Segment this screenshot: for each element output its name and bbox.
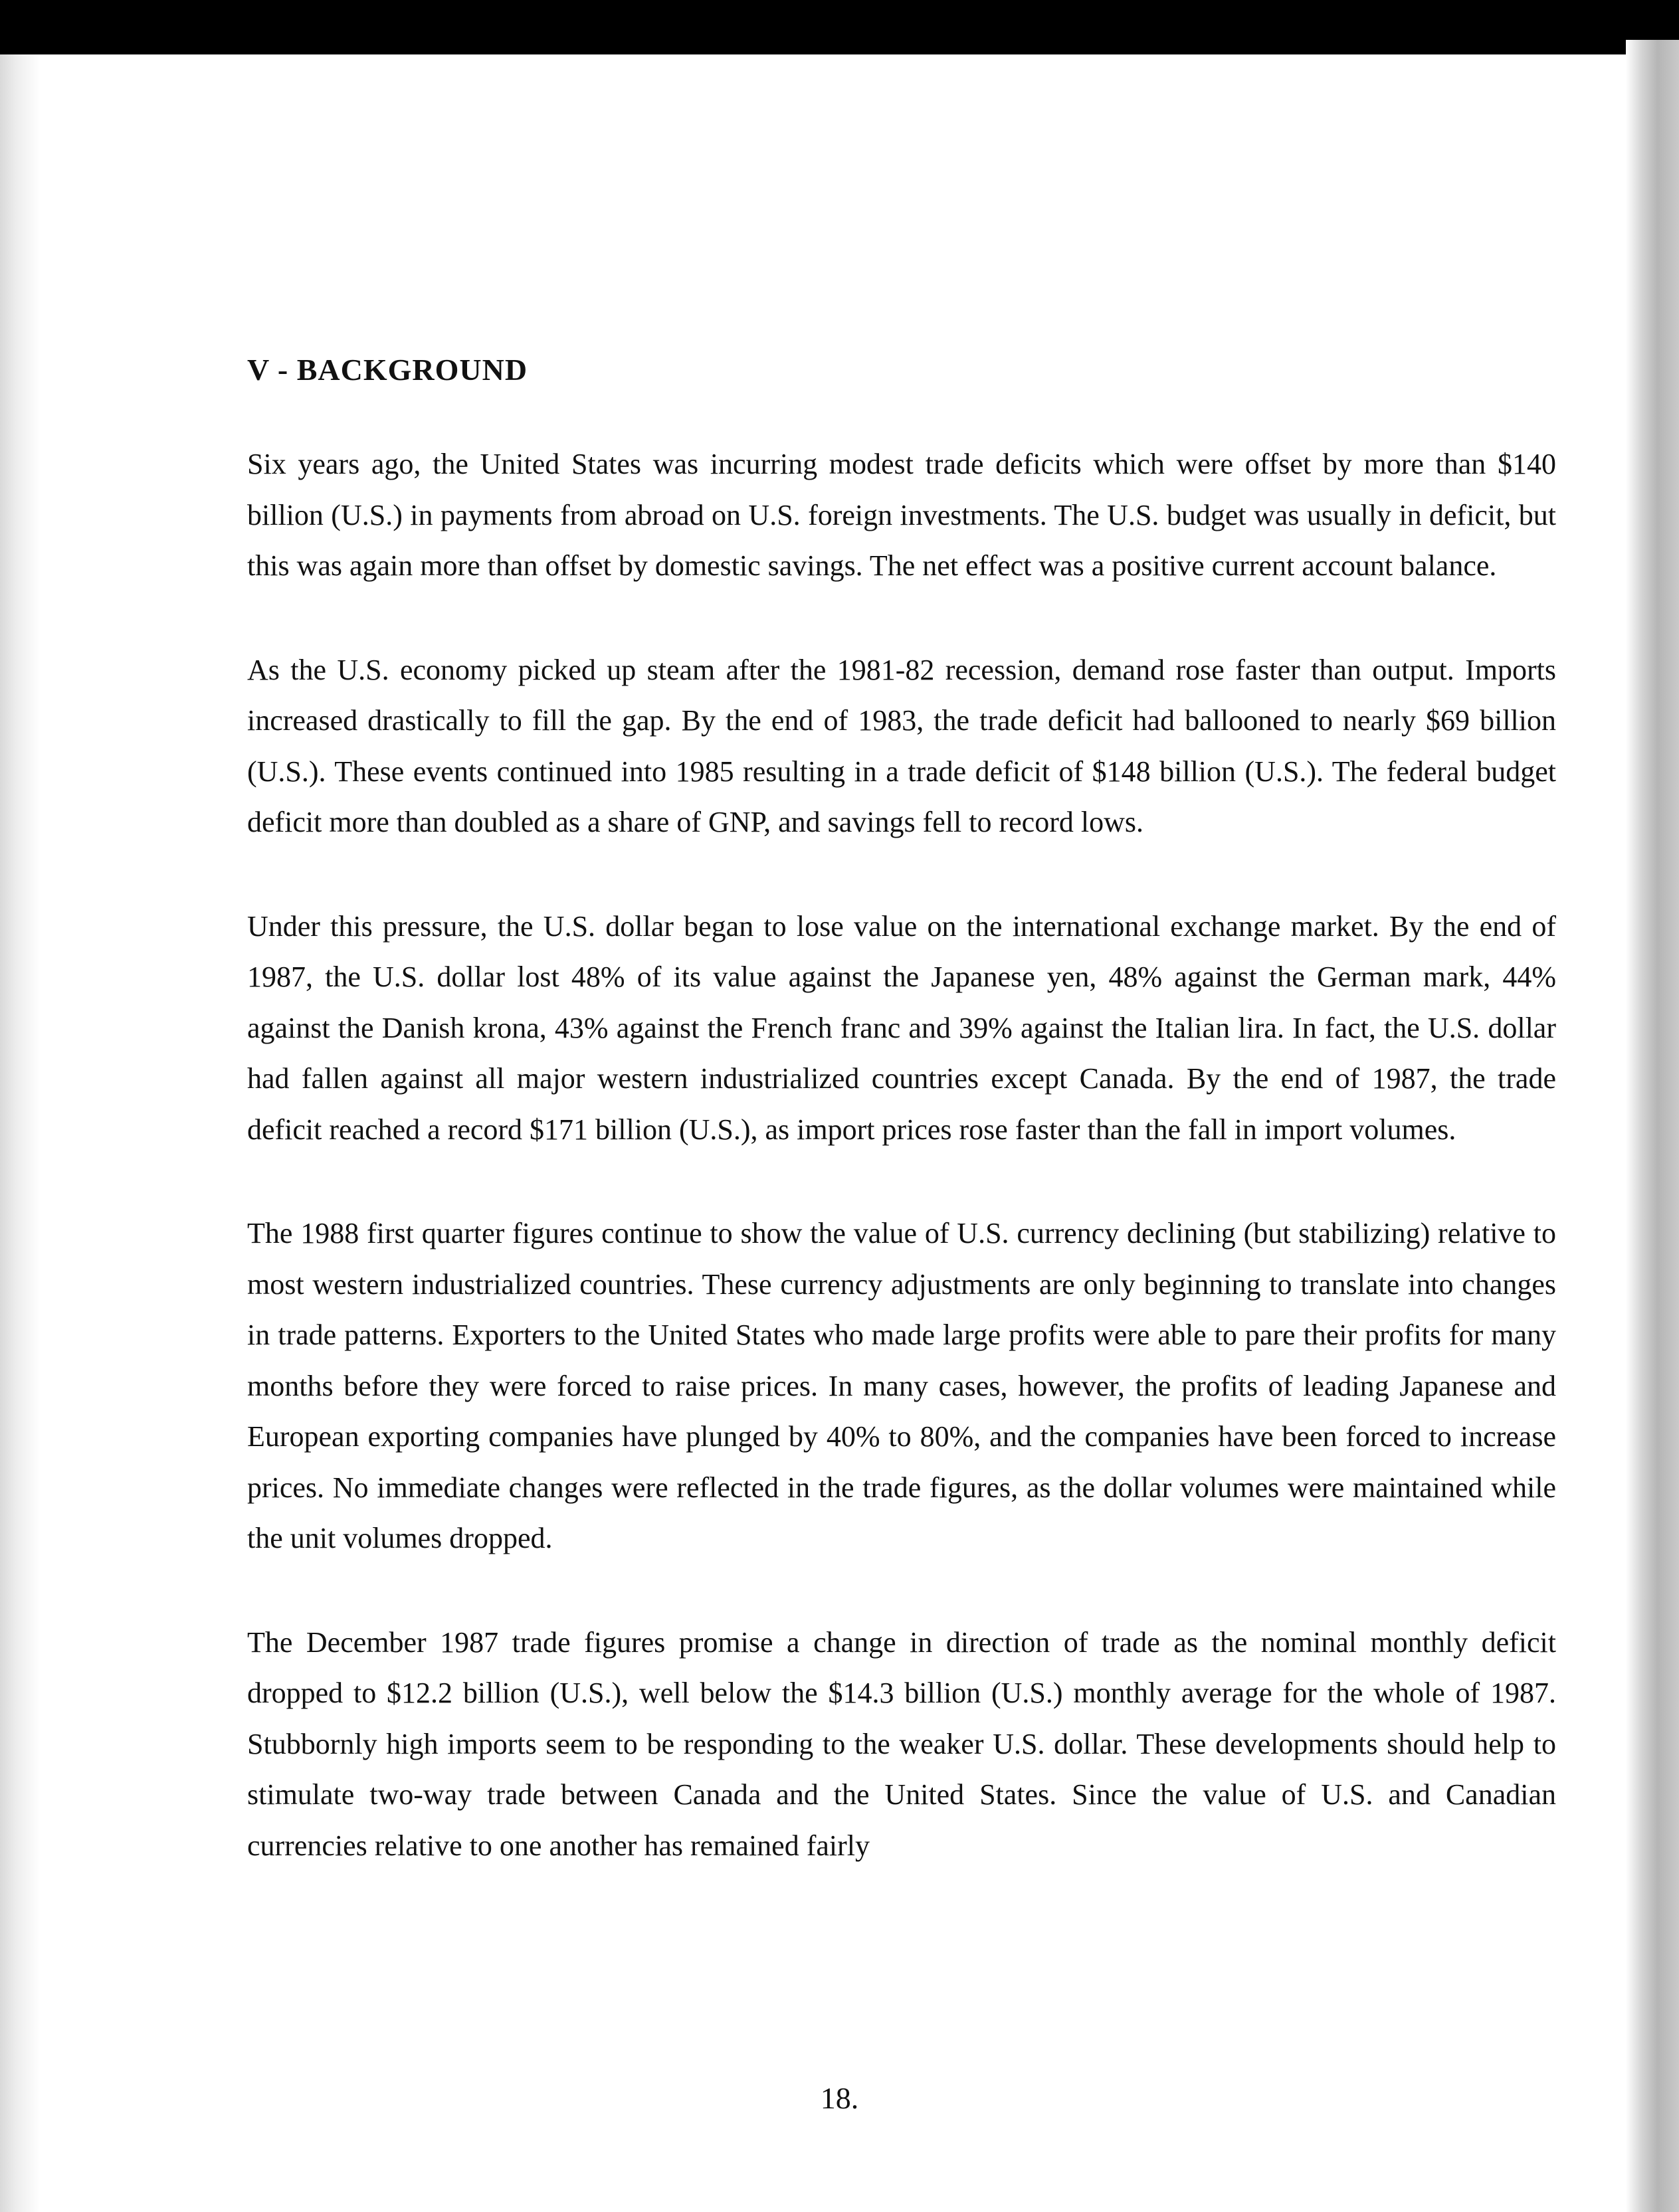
- paragraph-3: Under this pressure, the U.S. dollar began to lose value on the international exchange market. By the end of 1987, the U.S. dollar lost 48% of its value against the Japanese yen, 48% against the German mark, 44% against the Danish krona, 43% against the French franc and 39% against the Italian lira. In fact, the U.S. dollar had fallen against all major western industrialized countries except Canada. By the end of 1987, the trade deficit reached a record $171 billion (U.S.), as import prices rose faster than the fall in import volumes.: [247, 909, 1556, 1146]
- scan-left-shadow: [0, 54, 40, 2212]
- paragraph-4: The 1988 first quarter figures continue to show the value of U.S. currency declining (but stabilizing) relative to most western industrialized countries. These currency adjustments are only beginning to translate into changes in trade patterns. Exporters to the United States who made large profits were able to pare their profits for many months before they were forced to raise prices. In many cases, however, the profits of leading Japanese and European exporting companies have plunged by 40% to 80%, and the companies have been forced to increase prices. No immediate changes were reflected in the trade figures, as the dollar volumes were maintained while the unit volumes dropped.: [247, 1217, 1556, 1554]
- paragraph-1: Six years ago, the United States was incurring modest trade deficits which were offset by more than $140 billion (U.S.) in payments from abroad on U.S. foreign investments. The U.S. budget was usually in deficit, but this was again more than offset by domestic savings. The net effect was a positive current account balance.: [247, 448, 1556, 582]
- scan-right-shadow: [1626, 40, 1679, 2212]
- paragraph-5: The December 1987 trade figures promise a change in direction of trade as the nominal monthly deficit dropped to $12.2 billion (U.S.), well below the $14.3 billion (U.S.) monthly average for the whole of 1987. Stubbornly high imports seem to be responding to the weaker U.S. dollar. These developments should help to stimulate two-way trade between Canada and the United States. Since the value of U.S. and Canadian currencies relative to one another has remained fairly: [247, 1625, 1556, 1862]
- scan-top-border: [0, 0, 1679, 54]
- paragraph-2: As the U.S. economy picked up steam after the 1981-82 recession, demand rose faster than output. Imports increased drastically to fill the gap. By the end of 1983, the trade deficit had ballooned to nearly $69 billion (U.S.). These events continued into 1985 resulting in a trade deficit of $148 billion (U.S.). The federal budget deficit more than doubled as a share of GNP, and savings fell to record lows.: [247, 653, 1556, 838]
- document-page: [247, 352, 1556, 1871]
- section-heading: V - BACKGROUND: [247, 353, 528, 387]
- page-number: 18.: [820, 2081, 859, 2115]
